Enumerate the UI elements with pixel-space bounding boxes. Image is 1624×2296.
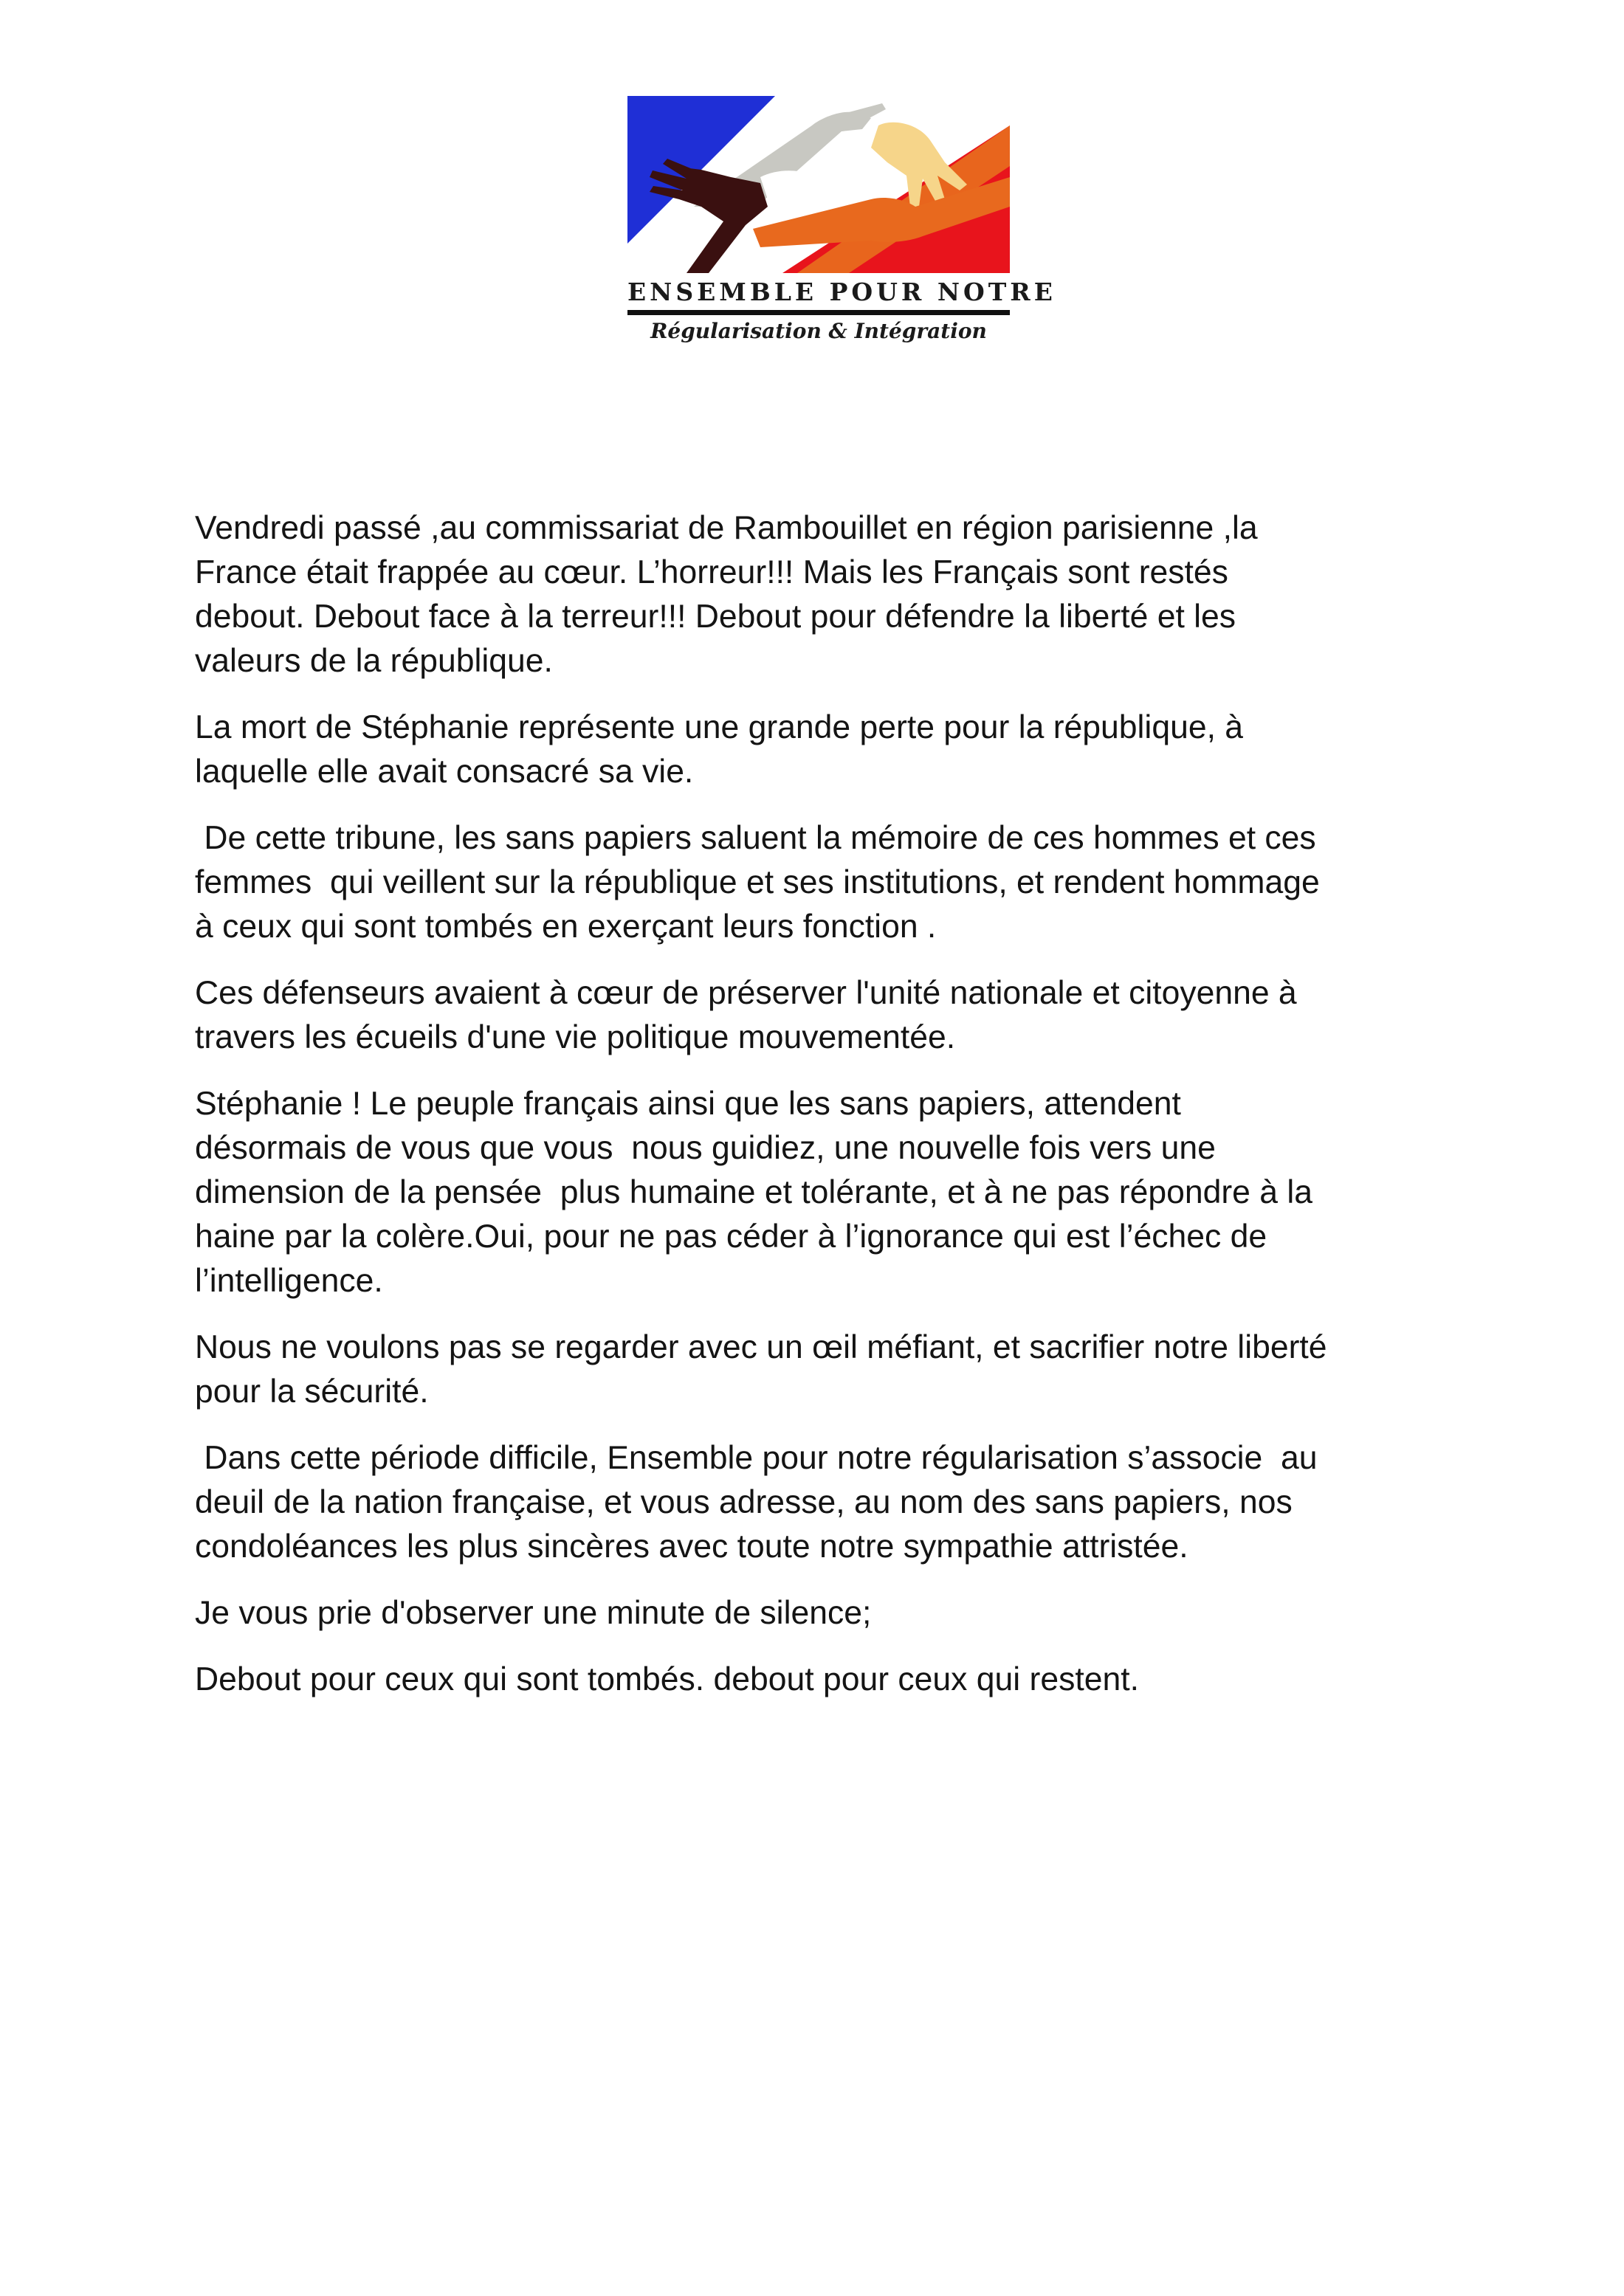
- paragraph: Nous ne voulons pas se regarder avec un œil méfiant, et sacrifier notre liberté pour la sécurité.: [195, 1329, 1327, 1410]
- organization-logo: [627, 96, 1056, 348]
- paragraph: Stéphanie ! Le peuple français ainsi que les sans papiers, attendent désormais de vous que vous nous guidiez, une nouvelle fois vers une dimension de la pensée plus humaine et tolérante, et à ne pas répondre à la haine par la colère.Oui, pour ne pas céder à l’ignorance qui est l’échec de l’intelligence.: [195, 1086, 1313, 1299]
- logo-subtitle: Régularisation & Intégration: [650, 319, 987, 343]
- letter-body: [195, 506, 1450, 1724]
- logo-divider: [627, 310, 1010, 315]
- paragraph: Dans cette période difficile, Ensemble pour notre régularisation s’associe au deuil de la nation française, et vous adresse, au nom des sans papiers, nos condoléances les plus sincères avec toute notre sympathie attristée.: [195, 1440, 1318, 1565]
- paragraph: De cette tribune, les sans papiers saluent la mémoire de ces hommes et ces femmes qui veillent sur la république et ses institutions, et rendent hommage à ceux qui sont tombés en exerçant leurs fonction .: [195, 820, 1320, 945]
- paragraph: Debout pour ceux qui sont tombés. debout pour ceux qui restent.: [195, 1661, 1139, 1697]
- hands-joined-icon: [627, 96, 1010, 273]
- logo-title: ENSEMBLE POUR NOTRE: [627, 277, 1056, 306]
- paragraph: Vendredi passé ,au commissariat de Rambouillet en région parisienne ,la France était frappée au cœur. L’horreur!!! Mais les Français sont restés debout. Debout face à la terreur!!! Debout pour défendre la liberté et les valeurs de la république.: [195, 510, 1258, 679]
- paragraph: Ces défenseurs avaient à cœur de préserver l'unité nationale et citoyenne à travers les écueils d'une vie politique mouvementée.: [195, 975, 1297, 1055]
- paragraph: Je vous prie d'observer une minute de silence;: [195, 1595, 872, 1631]
- paragraph: La mort de Stéphanie représente une grande perte pour la république, à laquelle elle avait consacré sa vie.: [195, 709, 1244, 790]
